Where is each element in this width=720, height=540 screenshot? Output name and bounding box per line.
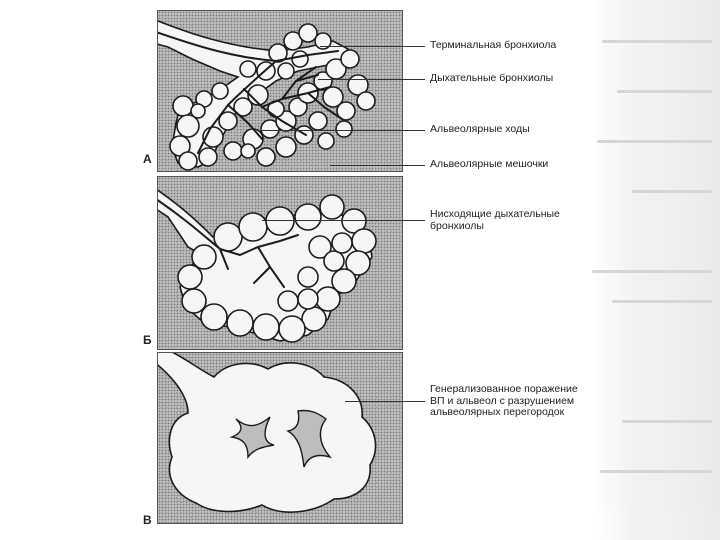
panel-c xyxy=(157,352,403,524)
panel-a-letter: А xyxy=(143,152,152,166)
leader-terminal-bronchiole xyxy=(320,46,425,47)
label-alveolar-ducts: Альвеолярные ходы xyxy=(430,123,530,135)
leader-respiratory-bronchioles xyxy=(318,79,425,80)
leader-generalized-lesion xyxy=(345,401,425,402)
panel-c-letter: В xyxy=(143,513,152,527)
panel-a xyxy=(157,10,403,172)
label-terminal-bronchiole: Терминальная бронхиола xyxy=(430,39,557,51)
label-alveolar-sacs: Альвеолярные мешочки xyxy=(430,158,549,170)
leader-alveolar-ducts xyxy=(262,130,425,131)
panel-a-illustration xyxy=(158,11,403,172)
panel-b-alveoli-cluster xyxy=(158,187,376,342)
panel-c-illustration xyxy=(158,353,403,524)
label-respiratory-bronchioles: Дыхательные бронхиолы xyxy=(430,72,554,84)
leader-alveolar-sacs xyxy=(330,165,425,166)
panel-b-letter: Б xyxy=(143,333,152,347)
panel-b xyxy=(157,176,403,350)
panel-b-illustration xyxy=(158,177,403,350)
facing-page-bleed xyxy=(590,0,720,540)
leader-descending-bronchioles xyxy=(262,220,425,221)
panel-c-emphysema-cavity xyxy=(158,353,376,512)
label-generalized-lesion: Генерализованное поражение ВП и альвеол с разрушением альвеолярных перегородок xyxy=(430,383,578,418)
label-descending-respiratory-bronchioles: Нисходящие дыхательные бронхиолы xyxy=(430,208,560,232)
panel-a-alveoli-cluster xyxy=(158,19,375,170)
